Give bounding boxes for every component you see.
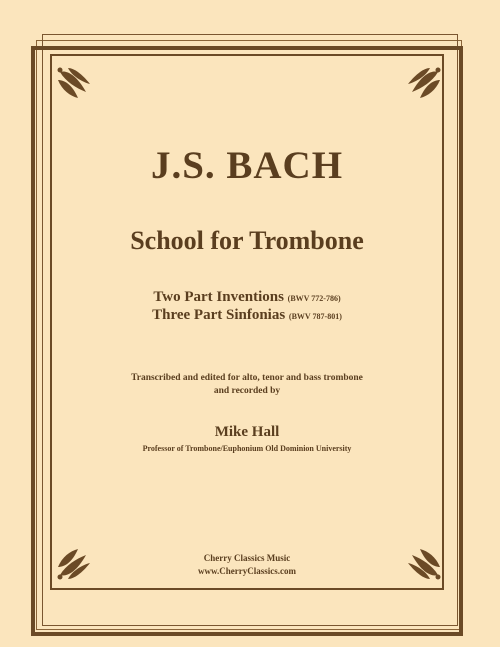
decorative-frame-extra [36, 40, 462, 630]
decorative-frame-middle [42, 34, 458, 626]
composer-name: J.S. BACH [150, 144, 344, 187]
work-name: Three Part Sinfonias [152, 307, 286, 323]
publisher-website: www.CherryClassics.com [198, 566, 296, 576]
work-two-part-inventions [50, 289, 444, 306]
author-title: Professor of Trombone/Euphonium Old Dominion University [142, 444, 352, 453]
work-catalog-number: (BWV 772-786) [287, 294, 341, 303]
leaf-ornament-icon [406, 66, 442, 102]
leaf-ornament-icon [56, 66, 92, 102]
description-line-1: Transcribed and edited for alto, tenor and bass trombone [131, 373, 363, 383]
description-line-2: and recorded by [213, 386, 281, 396]
book-title: School for Trombone [130, 226, 364, 255]
author-name: Mike Hall [214, 424, 280, 440]
work-three-part-sinfonias [50, 307, 444, 324]
publisher-name: Cherry Classics Music [203, 553, 291, 563]
work-catalog-number: (BWV 787-801) [288, 312, 342, 321]
work-name: Two Part Inventions [153, 289, 284, 305]
decorative-frame-outer [31, 46, 463, 636]
